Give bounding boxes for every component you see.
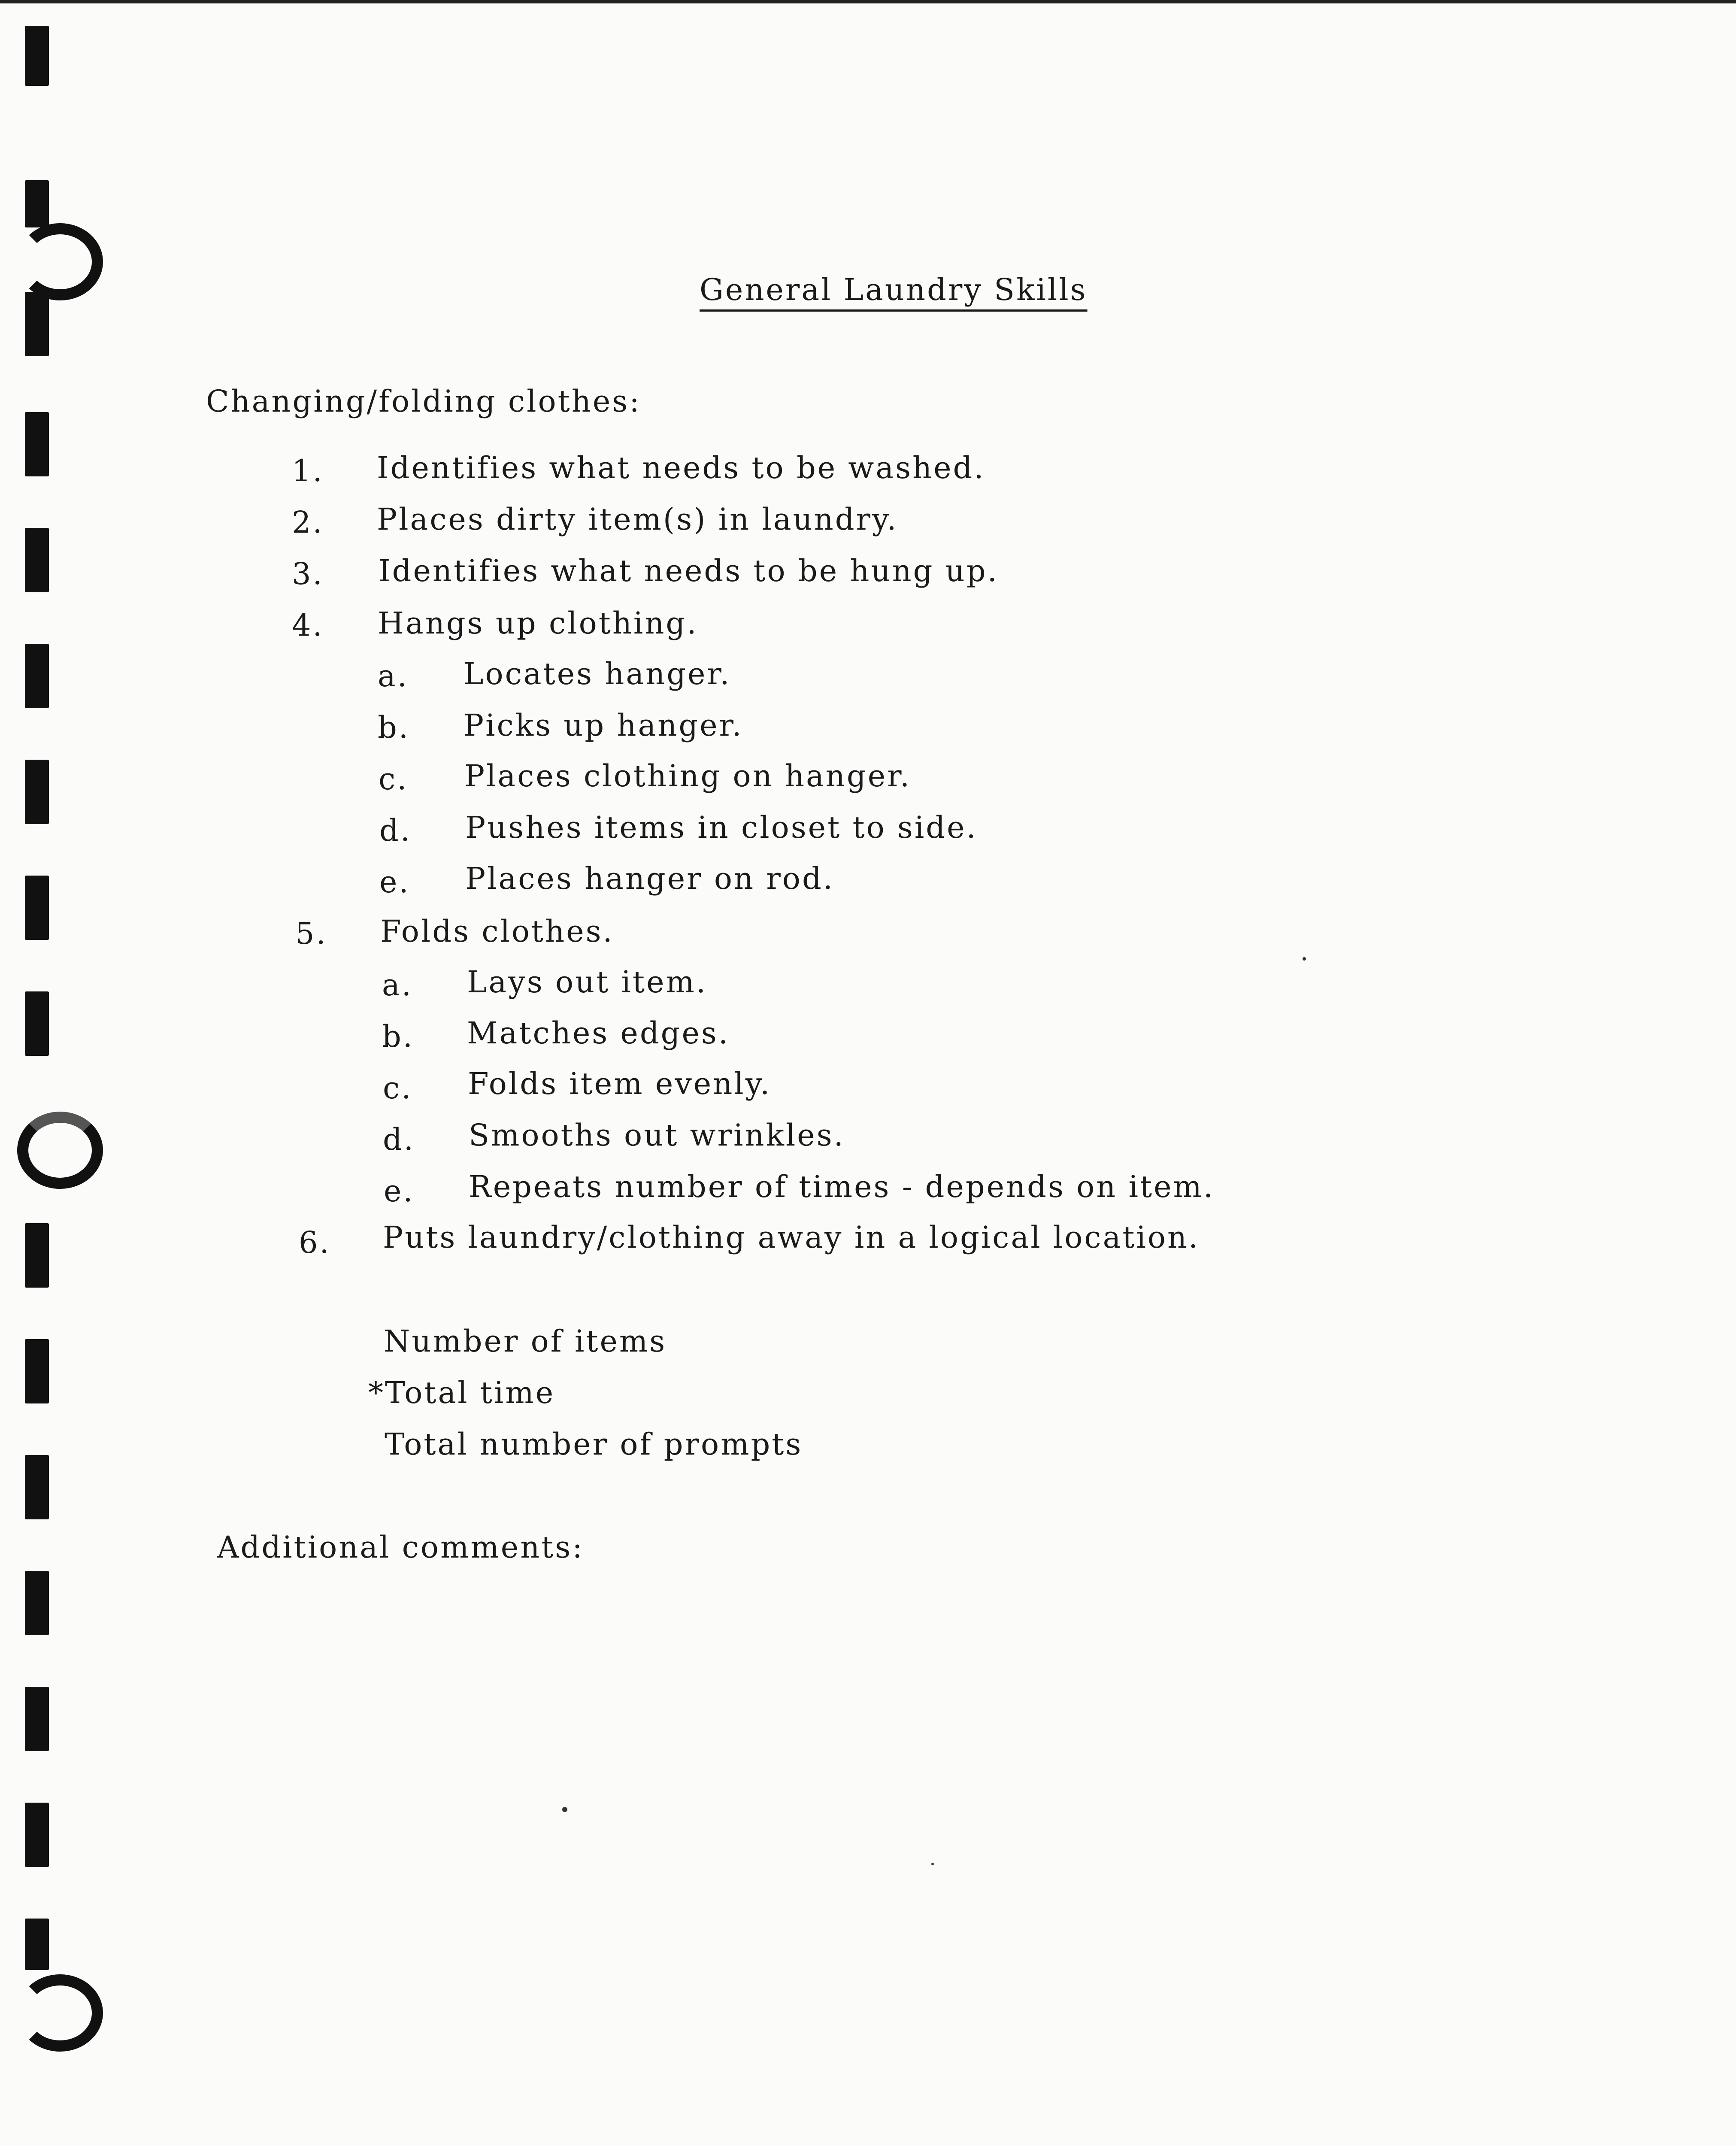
page-top-edge xyxy=(0,0,1736,3)
substep-letter: d. xyxy=(379,813,412,848)
document-title: General Laundry Skills xyxy=(700,272,1088,307)
section-heading: Changing/folding clothes: xyxy=(206,384,641,419)
binder-mark xyxy=(25,292,49,356)
scan-speck xyxy=(562,1807,567,1812)
step-number: 3. xyxy=(292,556,324,591)
substep-text: Pushes items in closet to side. xyxy=(465,810,978,845)
substep-text: Matches edges. xyxy=(467,1015,730,1051)
substep-letter: b. xyxy=(378,710,410,745)
step-text: Identifies what needs to be hung up. xyxy=(379,553,999,588)
step-text: Places dirty item(s) in laundry. xyxy=(377,502,898,537)
step-text: Identifies what needs to be washed. xyxy=(377,450,985,485)
substep-text: Smooths out wrinkles. xyxy=(469,1118,845,1153)
substep-text: Picks up hanger. xyxy=(464,708,743,743)
step-number: 4. xyxy=(292,608,324,643)
step-number: 5. xyxy=(295,916,327,951)
substep-letter: c. xyxy=(383,1070,413,1106)
binder-mark xyxy=(25,1919,49,1970)
binder-mark xyxy=(25,876,49,940)
step-number: 2. xyxy=(292,505,324,540)
scan-speck xyxy=(1303,957,1306,961)
substep-letter: e. xyxy=(379,864,410,900)
binder-mark xyxy=(25,1223,49,1288)
binder-mark xyxy=(25,26,49,86)
binder-mark xyxy=(25,528,49,592)
substep-letter: c. xyxy=(379,761,409,797)
additional-comments-label: Additional comments: xyxy=(217,1530,584,1565)
substep-text: Repeats number of times - depends on item. xyxy=(469,1169,1215,1204)
substep-text: Locates hanger. xyxy=(464,656,731,691)
binder-mark xyxy=(25,180,49,227)
binder-mark xyxy=(25,991,49,1056)
scan-speck xyxy=(931,1863,934,1865)
summary-total-time: *Total time xyxy=(368,1375,555,1410)
binder-mark xyxy=(25,644,49,708)
substep-letter: a. xyxy=(382,967,413,1003)
substep-letter: b. xyxy=(382,1019,415,1054)
substep-letter: e. xyxy=(384,1173,415,1209)
substep-text: Lays out item. xyxy=(467,964,708,1000)
binder-mark xyxy=(25,1803,49,1867)
substep-text: Places clothing on hanger. xyxy=(464,758,912,794)
substep-text: Places hanger on rod. xyxy=(465,861,835,896)
binder-mark xyxy=(25,1455,49,1519)
binder-mark xyxy=(25,760,49,824)
binder-ring xyxy=(17,1974,103,2052)
substep-letter: a. xyxy=(378,658,409,694)
binder-mark xyxy=(25,1339,49,1403)
step-text: Puts laundry/clothing away in a logical location. xyxy=(383,1220,1200,1255)
binder-mark xyxy=(25,1571,49,1635)
binder-mark xyxy=(25,1687,49,1751)
summary-item-count: Number of items xyxy=(384,1324,667,1359)
summary-prompt-count: Total number of prompts xyxy=(385,1427,803,1462)
binder-mark xyxy=(25,412,49,476)
step-text: Hangs up clothing. xyxy=(378,606,698,641)
step-text: Folds clothes. xyxy=(380,914,614,949)
step-number: 1. xyxy=(292,453,324,488)
binder-ring xyxy=(17,223,103,300)
binder-ring xyxy=(17,1112,103,1189)
substep-text: Folds item evenly. xyxy=(468,1066,772,1101)
step-number: 6. xyxy=(299,1225,331,1260)
substep-letter: d. xyxy=(383,1122,415,1157)
